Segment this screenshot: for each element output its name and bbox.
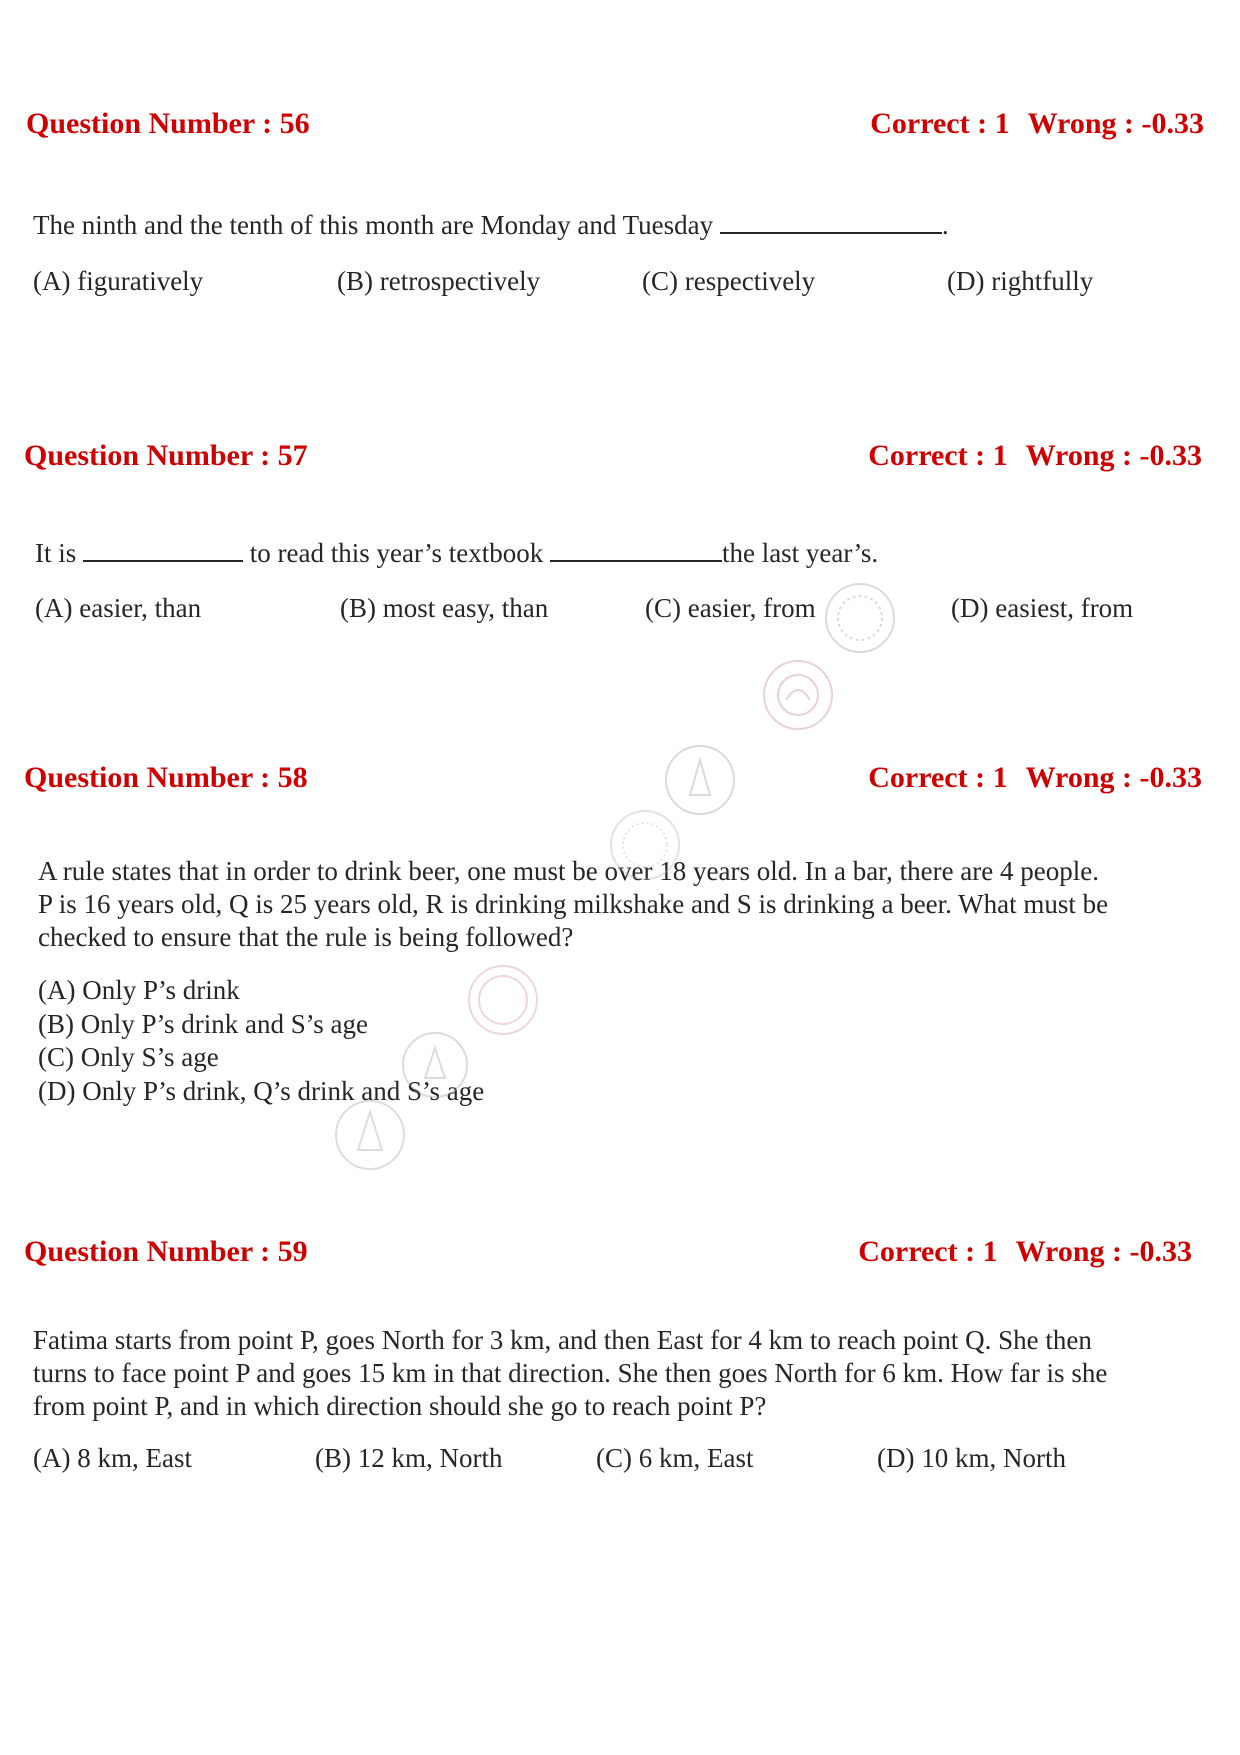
- question-line: P is 16 years old, Q is 25 years old, R is drinking milkshake and S is drinking a beer. What must be: [38, 889, 1109, 919]
- question-text-part: to read this year’s textbook: [249, 538, 544, 568]
- question-text-part: It is: [35, 538, 77, 568]
- wrong-marks: Wrong : -0.33: [1025, 439, 1202, 472]
- question-number: Question Number : 58: [24, 761, 308, 794]
- marking-scheme: [858, 1235, 1192, 1269]
- option-d: (D) easiest, from: [951, 593, 1134, 623]
- correct-marks: Correct : 1: [868, 439, 1008, 472]
- option-c: (C) 6 km, East: [596, 1443, 754, 1473]
- option-b: (B) 12 km, North: [315, 1443, 503, 1473]
- option-a: (A) Only P’s drink: [38, 975, 240, 1005]
- question-line: Fatima starts from point P, goes North for 3 km, and then East for 4 km to reach point Q. She then: [33, 1325, 1092, 1355]
- correct-marks: Correct : 1: [858, 1235, 998, 1268]
- option-d: (D) 10 km, North: [877, 1443, 1066, 1473]
- options-list-58: [38, 974, 484, 1108]
- option-a: (A) easier, than: [35, 593, 202, 623]
- correct-marks: Correct : 1: [870, 107, 1010, 140]
- question-header-58: [24, 758, 1202, 798]
- question-number: Question Number : 59: [24, 1235, 308, 1268]
- question-text-part: The ninth and the tenth of this month are Monday and Tuesday: [33, 210, 714, 240]
- option-c: (C) respectively: [642, 266, 816, 296]
- question-header-59: [24, 1232, 1192, 1272]
- option-b: (B) Only P’s drink and S’s age: [38, 1008, 368, 1039]
- option-a: (A) 8 km, East: [33, 1443, 192, 1473]
- wrong-marks: Wrong : -0.33: [1025, 761, 1202, 794]
- question-line: from point P, and in which direction should she go to reach point P?: [33, 1391, 767, 1421]
- question-header-57: [24, 436, 1202, 476]
- seal-emblem-icon: [826, 584, 894, 652]
- wrong-marks: Wrong : -0.33: [1015, 1235, 1192, 1268]
- question-header-56: [26, 104, 1204, 144]
- marking-scheme: [868, 761, 1202, 795]
- question-text-59: [33, 1324, 1218, 1423]
- option-c: (C) easier, from: [645, 593, 816, 623]
- question-text-57: [35, 536, 878, 570]
- correct-marks: Correct : 1: [868, 761, 1008, 794]
- question-text-58: [38, 855, 1218, 954]
- question-line: checked to ensure that the rule is being followed?: [38, 922, 574, 952]
- institute-logo-icon: [336, 1101, 404, 1169]
- option-a: (A) figuratively: [33, 266, 204, 296]
- answer-blank: [83, 536, 243, 562]
- question-number: Question Number : 56: [26, 107, 310, 140]
- option-c: (C) Only S’s age: [38, 1042, 219, 1072]
- seal-emblem-icon: [764, 661, 832, 729]
- answer-blank: [720, 208, 942, 234]
- question-text-part: .: [941, 210, 949, 240]
- option-b: (B) retrospectively: [337, 266, 541, 296]
- question-text-part: the last year’s.: [721, 538, 879, 568]
- question-line: turns to face point P and goes 15 km in that direction. She then goes North for 6 km. How far is she: [33, 1358, 1108, 1388]
- wrong-marks: Wrong : -0.33: [1027, 107, 1204, 140]
- question-number: Question Number : 57: [24, 439, 308, 472]
- marking-scheme: [868, 439, 1202, 473]
- marking-scheme: [870, 107, 1204, 141]
- option-d: (D) rightfully: [947, 266, 1094, 296]
- question-line: A rule states that in order to drink beer, one must be over 18 years old. In a bar, there are 4 people.: [38, 856, 1099, 886]
- question-text-56: [33, 208, 949, 242]
- option-b: (B) most easy, than: [340, 593, 549, 623]
- answer-blank: [550, 536, 722, 562]
- option-d: (D) Only P’s drink, Q’s drink and S’s age: [38, 1075, 485, 1106]
